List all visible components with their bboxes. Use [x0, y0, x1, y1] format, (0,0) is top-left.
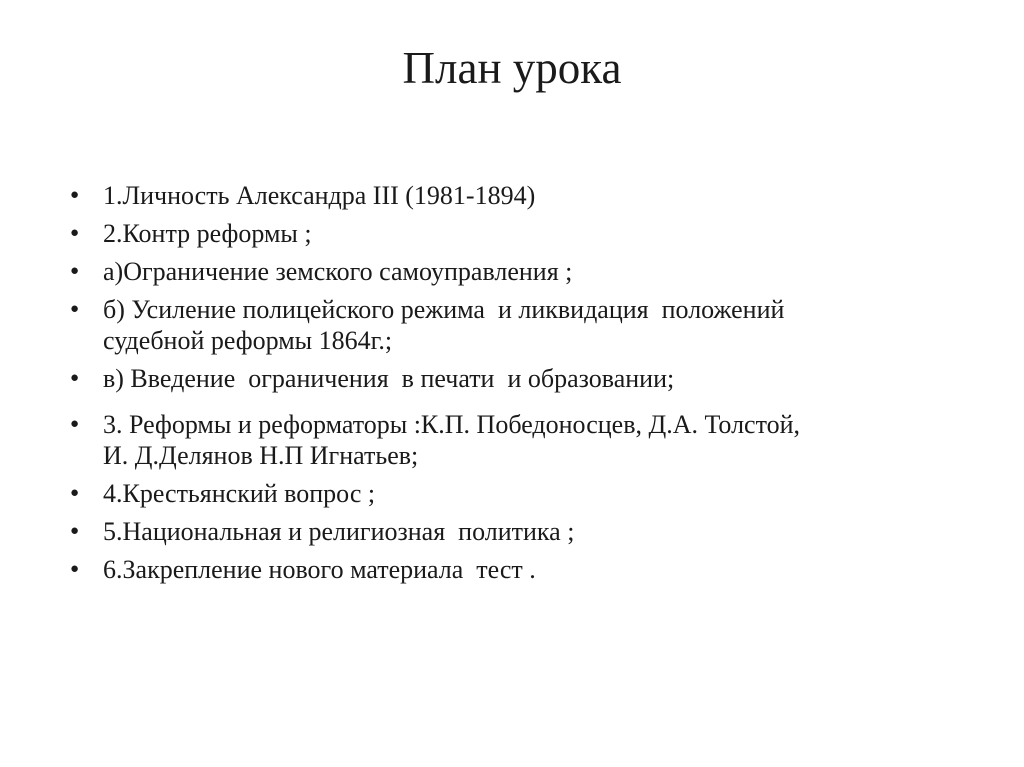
list-item: [70, 363, 970, 394]
bullet-icon: ●: [70, 187, 80, 203]
lesson-plan-list: [70, 180, 970, 592]
bullet-icon: ●: [70, 485, 80, 501]
bullet-icon: ●: [70, 561, 80, 577]
bullet-icon: ●: [70, 416, 80, 432]
list-item-text: 1.Личность Александра III (1981-1894): [103, 181, 536, 210]
list-item-text: 3. Реформы и реформаторы :К.П. Победоносцев, Д.А. Толстой,: [103, 410, 801, 439]
list-item: [70, 554, 970, 585]
list-item: [70, 256, 970, 287]
list-item: [70, 218, 970, 249]
list-item: [70, 409, 970, 471]
bullet-icon: ●: [70, 523, 80, 539]
list-item: [70, 180, 970, 211]
list-item-text: 2.Контр реформы ;: [103, 219, 312, 248]
bullet-icon: ●: [70, 225, 80, 241]
bullet-icon: ●: [70, 263, 80, 279]
list-item-text-continuation: И. Д.Делянов Н.П Игнатьев;: [103, 441, 419, 470]
list-item-text: 6.Закрепление нового материала тест .: [103, 555, 536, 584]
list-item: [70, 294, 970, 356]
list-item-text: а)Ограничение земского самоуправления ;: [103, 257, 573, 286]
list-item-text: 5.Национальная и религиозная политика ;: [103, 517, 575, 546]
list-item-text-continuation: судебной реформы 1864г.;: [103, 326, 393, 355]
slide-title: План урока: [402, 43, 622, 93]
bullet-icon: ●: [70, 301, 80, 317]
list-item: [70, 516, 970, 547]
list-item: [70, 478, 970, 509]
bullet-icon: ●: [70, 370, 80, 386]
list-item-text: в) Введение ограничения в печати и образовании;: [103, 364, 675, 393]
list-item-text: б) Усиление полицейского режима и ликвидация положений: [103, 295, 785, 324]
list-item-text: 4.Крестьянский вопрос ;: [103, 479, 376, 508]
